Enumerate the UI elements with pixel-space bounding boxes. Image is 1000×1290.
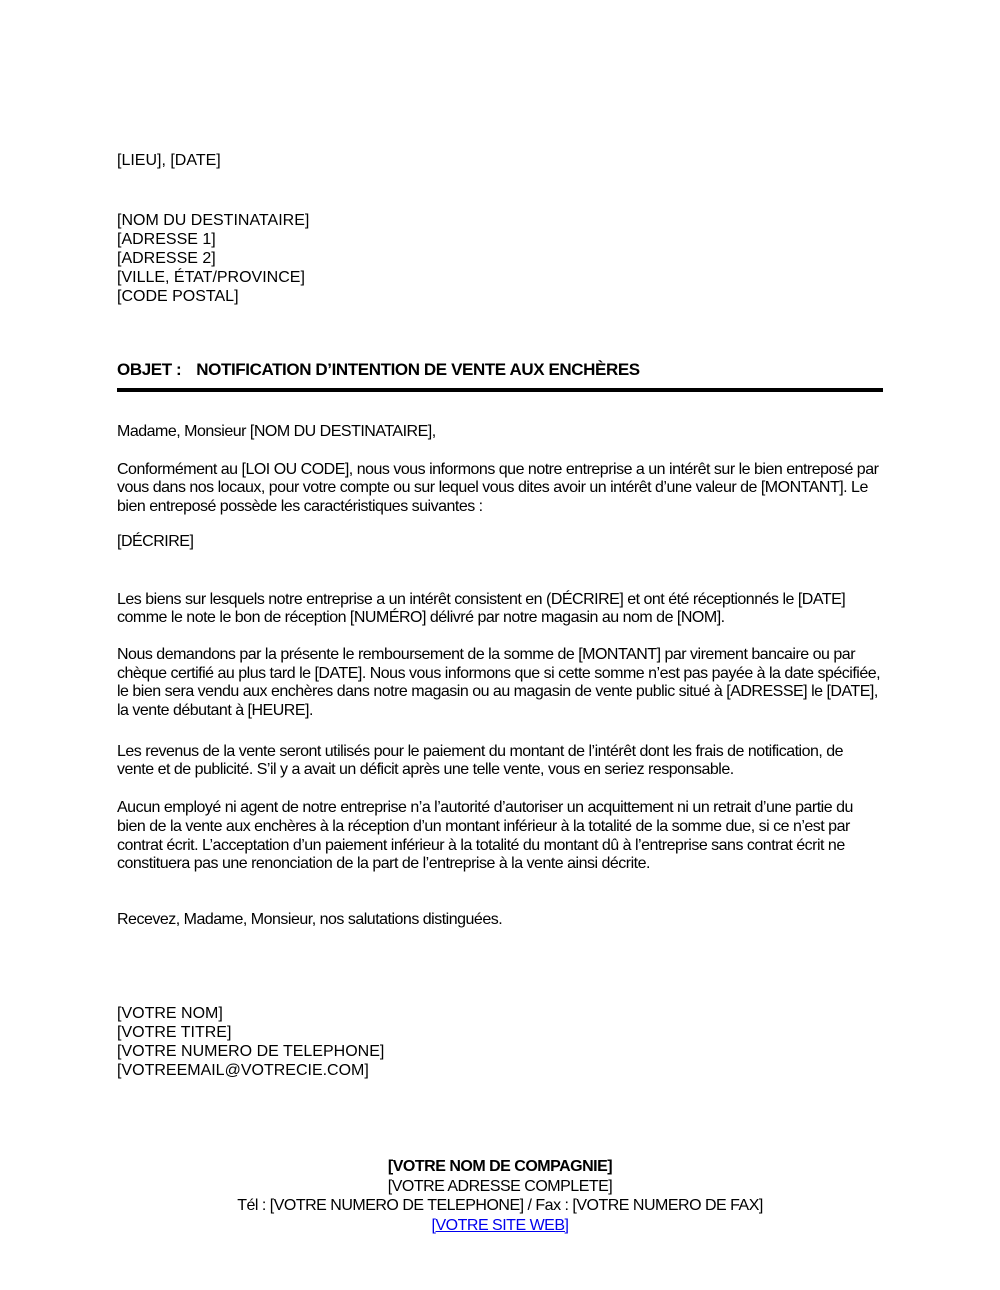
paragraph-conformement: Conformément au [LOI OU CODE], nous vous informons que notre entreprise a un intérêt sur le bien entreposé par vous dans nos locaux, pour votre compte ou sur lequel vous dites avoir un intérêt d’une valeur de [MONTANT]. Le bien entreposé possède les caractéristiques suivantes : (117, 460, 879, 516)
footer-website-row (0, 1216, 1000, 1236)
recipient-address-1: [ADRESSE 1] (117, 231, 216, 248)
footer-address: [VOTRE ADRESSE COMPLETE] (387, 1177, 613, 1195)
company-footer (0, 1157, 1000, 1235)
subject-line (117, 360, 883, 392)
subject-label: OBJET : (117, 360, 182, 379)
website-link[interactable]: [VOTRE SITE WEB] (431, 1216, 569, 1234)
sender-name: [VOTRE NOM] (117, 1004, 223, 1022)
letter-body (117, 0, 883, 1080)
sender-email: [VOTREEMAIL@VOTRECIE.COM] (117, 1061, 369, 1079)
subject-title: NOTIFICATION D’INTENTION DE VENTE AUX ENCHÈRES (196, 360, 640, 379)
describe-placeholder: [DÉCRIRE] (117, 532, 194, 550)
paragraph-remboursement: Nous demandons par la présente le remboursement de la somme de [MONTANT] par virement bancaire ou par chèque certifié au plus tard le [DATE]. Nous vous informons que si cette somme n’est pas payée à la date spécifiée, le bien sera vendu aux enchères dans notre magasin ou au magasin de vente public situé à [ADRESSE] le [DATE], la vente débutant à [HEURE]. (117, 645, 881, 720)
paragraph-les-biens: Les biens sur lesquels notre entreprise a un intérêt consistent en (DÉCRIRE] et ont été réceptionnés le [DATE] comme le note le bon de réception [NUMÉRO] délivré par notre magasin au nom de [NOM]. (117, 590, 846, 627)
paragraph-aucun-employe: Aucun employé ni agent de notre entreprise n’a l’autorité d’autoriser un acquittement ni un retrait d’une partie du bien de la vente aux enchères à la réception d’un montant inférieur à la totalité de la somme due, si ce n’est par contrat écrit. L’acceptation d’un paiement inférieur à la totalité du montant dû à l’entreprise sans contrat écrit ne constituera pas une renonciation de la part de l’entreprise à la vente ainsi décrite. (117, 799, 853, 873)
recipient-block (117, 211, 883, 306)
recipient-address-2: [ADRESSE 2] (117, 250, 216, 267)
closing-salutation: Recevez, Madame, Monsieur, nos salutations distinguées. (117, 910, 503, 928)
salutation: Madame, Monsieur [NOM DU DESTINATAIRE], (117, 423, 436, 440)
footer-tel-fax: Tél : [VOTRE NUMERO DE TELEPHONE] / Fax : [VOTRE NUMERO DE FAX] (237, 1197, 763, 1214)
sender-phone: [VOTRE NUMERO DE TELEPHONE] (117, 1042, 385, 1060)
signature-block (117, 1004, 883, 1080)
recipient-name: [NOM DU DESTINATAIRE] (117, 212, 310, 229)
sender-title: [VOTRE TITRE] (117, 1023, 232, 1041)
location-date: [LIEU], [DATE] (117, 152, 221, 169)
recipient-city-state: [VILLE, ÉTAT/PROVINCE] (117, 269, 305, 286)
paragraph-revenus: Les revenus de la vente seront utilisés pour le paiement du montant de l’intérêt dont les frais de notification, de vente et de publicité. S’il y a avait un déficit après une telle vente, vous en seriez responsable. (117, 742, 844, 779)
recipient-postal-code: [CODE POSTAL] (117, 288, 239, 305)
footer-company-name: [VOTRE NOM DE COMPAGNIE] (387, 1158, 613, 1175)
